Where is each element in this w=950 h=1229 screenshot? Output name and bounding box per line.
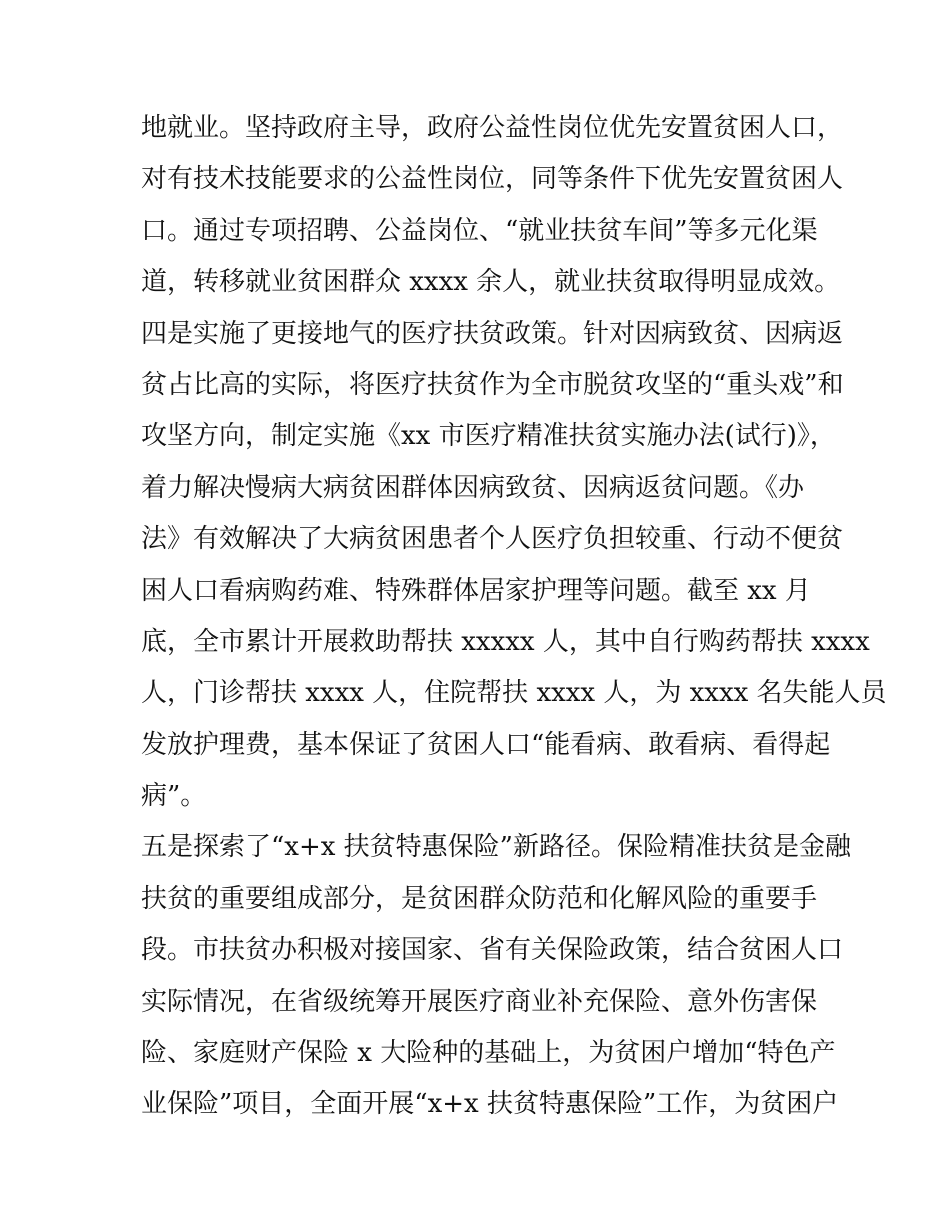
text-line: 业保险”项目，全面开展“x+x 扶贫特惠保险”工作，为贫困户 [141, 1089, 839, 1120]
text-line: 道，转移就业贫困群众 xxxx 余人，就业扶贫取得明显成效。 [141, 267, 841, 298]
text-line: 险、家庭财产保险 x 大险种的基础上，为贫困户增加“特色产 [141, 1038, 836, 1069]
body-text [141, 103, 887, 1131]
text-line: 着力解决慢病大病贫困群体因病致贫、因病返贫问题。《办 [141, 472, 805, 503]
text-line: 地就业。坚持政府主导，政府公益性岗位优先安置贫困人口， [141, 113, 844, 143]
text-line: 对有技术技能要求的公益性岗位，同等条件下优先安置贫困人 [141, 164, 844, 195]
text-line: 五是探索了“x+x 扶贫特惠保险”新路径。保险精准扶贫是金融 [141, 832, 851, 863]
text-line: 四是实施了更接地气的医疗扶贫政策。针对因病致贫、因病返 [141, 318, 844, 349]
text-line: 口。通过专项招聘、公益岗位、“就业扶贫车间”等多元化渠 [141, 215, 818, 246]
text-line: 法》有效解决了大病贫困患者个人医疗负担较重、行动不便贫 [141, 524, 844, 555]
text-line: 攻坚方向，制定实施《xx 市医疗精准扶贫实施办法(试行)》， [141, 421, 836, 452]
text-line: 贫占比高的实际，将医疗扶贫作为全市脱贫攻坚的“重头戏”和 [141, 369, 844, 400]
text-line: 人，门诊帮扶 xxxx 人，住院帮扶 xxxx 人，为 xxxx 名失能人员 [141, 678, 887, 709]
text-line: 底，全市累计开展救助帮扶 xxxxx 人，其中自行购药帮扶 xxxx [141, 626, 870, 657]
text-line: 病”。 [141, 781, 207, 812]
text-line: 发放护理费，基本保证了贫困人口“能看病、敢看病、看得起 [141, 729, 831, 760]
text-line: 段。市扶贫办积极对接国家、省有关保险政策，结合贫困人口 [141, 935, 844, 966]
text-line: 扶贫的重要组成部分，是贫困群众防范和化解风险的重要手 [141, 883, 818, 914]
text-line: 实际情况，在省级统筹开展医疗商业补充保险、意外伤害保 [141, 986, 818, 1017]
text-line: 困人口看病购药难、特殊群体居家护理等问题。截至 xx 月 [141, 575, 811, 606]
